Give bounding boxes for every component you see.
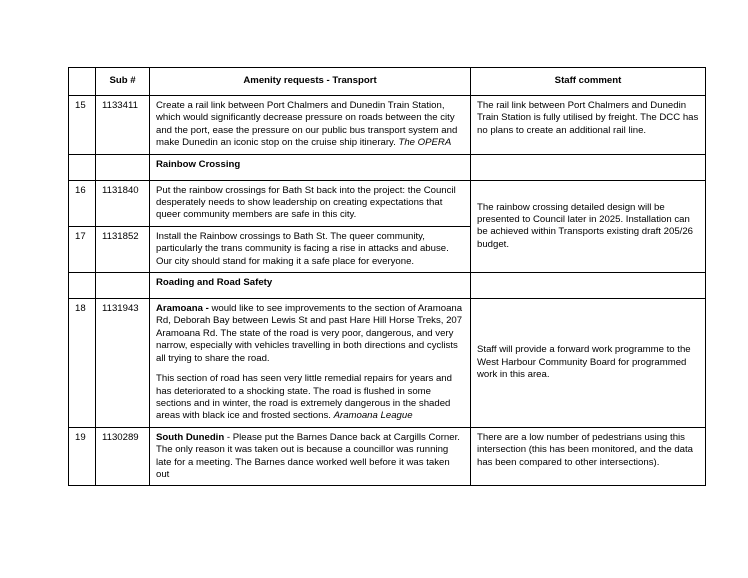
table-row <box>69 96 706 155</box>
table-row <box>69 180 706 226</box>
table-header-row <box>69 68 706 96</box>
header-num <box>69 68 96 96</box>
request-text <box>150 96 471 155</box>
staff-comment: The rainbow crossing detailed design will be presented to Council later in 2025. Installation can be achieved within Transports existing draft 205/26 budget. <box>471 180 706 272</box>
table-row <box>69 299 706 428</box>
request-body: - Please put the Barnes Dance back at Cargills Corner. The only reason it was taken out is because a councillor was running late for a meeting. The Barnes dance worked well before it was taken out <box>156 431 460 480</box>
row-number: 17 <box>69 226 96 272</box>
request-lead: South Dunedin <box>156 431 225 443</box>
submission-number: 1131943 <box>96 299 150 428</box>
request-text <box>150 427 471 486</box>
section-title: Rainbow Crossing <box>150 154 471 180</box>
staff-comment: The rail link between Port Chalmers and Dunedin Train Station is fully utilised by freight. The DCC has no plans to create an additional rail line. <box>471 96 706 155</box>
request-text: Put the rainbow crossings for Bath St back into the project: the Council desperately needs to show leadership on creating expectations that queer community members are safe in this city. <box>150 180 471 226</box>
request-lead: Aramoana - <box>156 303 209 315</box>
request-body: would like to see improvements to the section of Aramoana Rd, Deborah Bay between Lewis St and past Hare Hill Horse Treks, 207 Aramoana Rd. The state of the road is very poor, dangerous, and very narrow, especially with vehicles travelling in both directions and cyclists all trying to share the road. <box>156 303 463 364</box>
request-signature: The OPERA <box>398 137 452 149</box>
request-signature: Aramoana League <box>333 410 413 422</box>
request-text: Install the Rainbow crossings to Bath St. The queer community, particularly the trans community is facing a rise in attacks and abuse. Our city should stand for making it a safe place for everyone. <box>150 226 471 272</box>
header-request: Amenity requests - Transport <box>150 68 471 96</box>
request-text <box>150 299 471 428</box>
amenity-requests-table <box>68 67 706 486</box>
submission-number: 1130289 <box>96 427 150 486</box>
header-comment: Staff comment <box>471 68 706 96</box>
row-number: 18 <box>69 299 96 428</box>
request-paragraph <box>156 373 464 423</box>
table-row <box>69 427 706 486</box>
row-number: 15 <box>69 96 96 155</box>
section-title: Roading and Road Safety <box>150 273 471 299</box>
row-number: 16 <box>69 180 96 226</box>
header-sub: Sub # <box>96 68 150 96</box>
submission-number: 1131840 <box>96 180 150 226</box>
section-row <box>69 273 706 299</box>
row-number: 19 <box>69 427 96 486</box>
request-body-2: This section of road has seen very little remedial repairs for years and has deteriorated to a shocking state. The road is flushed in some sections and in winter, the road is extremely dangerous in the shaded areas with black ice and frosted sections. <box>156 373 452 422</box>
submission-number: 1131852 <box>96 226 150 272</box>
section-row <box>69 154 706 180</box>
request-paragraph <box>156 303 464 365</box>
staff-comment: There are a low number of pedestrians using this intersection (this has been monitored, and the data has been compared to other intersections). <box>471 427 706 486</box>
staff-comment: Staff will provide a forward work programme to the West Harbour Community Board for programmed work in this area. <box>471 299 706 428</box>
request-body: Create a rail link between Port Chalmers and Dunedin Train Station, which would significantly decrease pressure on roads between the city and the port, ease the pressure on our public bus transport system and make Dunedin an iconic stop on the cruise ship itinerary. <box>156 100 458 149</box>
submission-number: 1133411 <box>96 96 150 155</box>
